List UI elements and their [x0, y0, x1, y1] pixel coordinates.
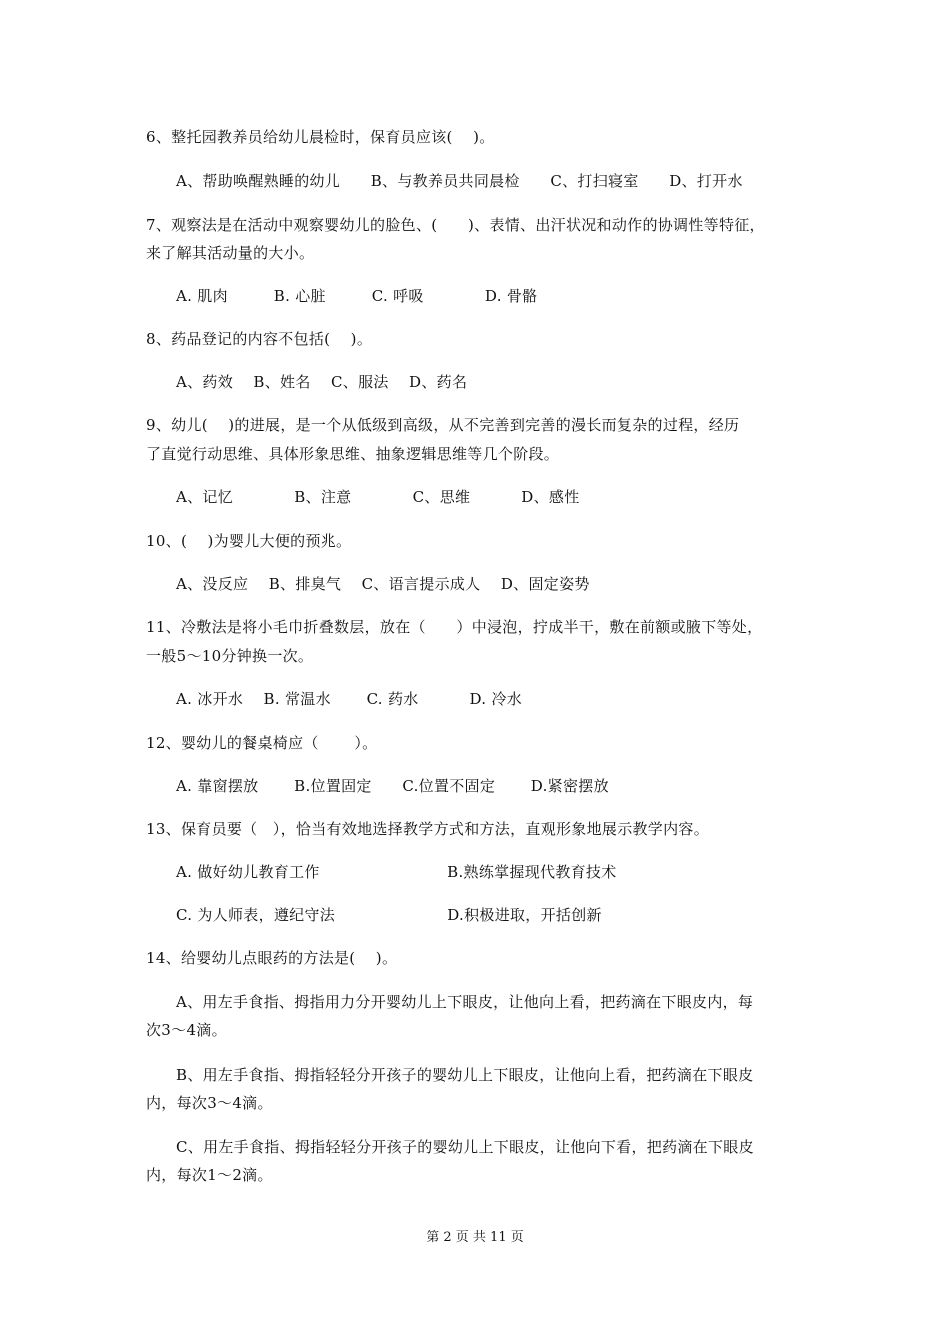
question-8-stem: 8、药品登记的内容不包括( )。	[146, 330, 373, 348]
question-9-stem: 9、幼儿( )的进展，是一个从低级到高级，从不完善到完善的漫长而复杂的过程，经历	[146, 416, 740, 434]
question-12-stem: 12、婴幼儿的餐桌椅应（ ）。	[146, 734, 378, 752]
question-8-options: A、药效 B、姓名 C、服法 D、药名	[176, 373, 468, 391]
question-13-options-row-2: C. 为人师表，遵纪守法 D.积极进取，开括创新	[176, 906, 602, 924]
question-7-options: A. 肌肉 B. 心脏 C. 呼吸 D. 骨骼	[176, 287, 538, 305]
question-11-stem: 11、冷敷法是将小毛巾折叠数层，放在（ ）中浸泡，拧成半干，敷在前额或腋下等处，	[146, 618, 763, 636]
question-7-stem-cont: 来了解其活动量的大小。	[146, 244, 315, 262]
question-11-stem-cont: 一般5～10分钟换一次。	[146, 647, 314, 665]
question-14-option-b-cont: 内，每次3～4滴。	[146, 1094, 273, 1112]
question-14-stem: 14、给婴幼儿点眼药的方法是( )。	[146, 949, 398, 967]
question-6-stem: 6、整托园教养员给幼儿晨检时，保育员应该( )。	[146, 128, 495, 146]
question-9-stem-cont: 了直觉行动思维、具体形象思维、抽象逻辑思维等几个阶段。	[146, 445, 560, 463]
question-14-option-a-cont: 次3～4滴。	[146, 1021, 227, 1039]
question-10-options: A、没反应 B、排臭气 C、语言提示成人 D、固定姿势	[176, 575, 590, 593]
question-10-stem: 10、( )为婴儿大便的预兆。	[146, 532, 352, 550]
question-12-options: A. 靠窗摆放 B.位置固定 C.位置不固定 D.紧密摆放	[176, 777, 609, 795]
question-14-option-a: A、用左手食指、拇指用力分开婴幼儿上下眼皮，让他向上看，把药滴在下眼皮内，每	[176, 993, 754, 1011]
question-14-option-b: B、用左手食指、拇指轻轻分开孩子的婴幼儿上下眼皮，让他向上看，把药滴在下眼皮	[176, 1066, 754, 1084]
question-11-options: A. 冰开水 B. 常温水 C. 药水 D. 冷水	[176, 690, 523, 708]
question-13-stem: 13、保育员要（ ），恰当有效地选择教学方式和方法，直观形象地展示教学内容。	[146, 820, 709, 838]
question-14-option-c-cont: 内，每次1～2滴。	[146, 1166, 273, 1184]
question-7-stem: 7、观察法是在活动中观察婴幼儿的脸色、( )、表情、出汗状况和动作的协调性等特征，	[146, 216, 765, 234]
question-9-options: A、记忆 B、注意 C、思维 D、感性	[176, 488, 580, 506]
question-6-options: A、帮助唤醒熟睡的幼儿 B、与教养员共同晨检 C、打扫寝室 D、打开水	[176, 172, 743, 190]
question-14-option-c: C、用左手食指、拇指轻轻分开孩子的婴幼儿上下眼皮，让他向下看，把药滴在下眼皮	[176, 1138, 754, 1156]
question-13-options-row-1: A. 做好幼儿教育工作 B.熟练掌握现代教育技术	[176, 863, 617, 881]
page-number-footer: 第 2 页 共 11 页	[426, 1230, 524, 1245]
